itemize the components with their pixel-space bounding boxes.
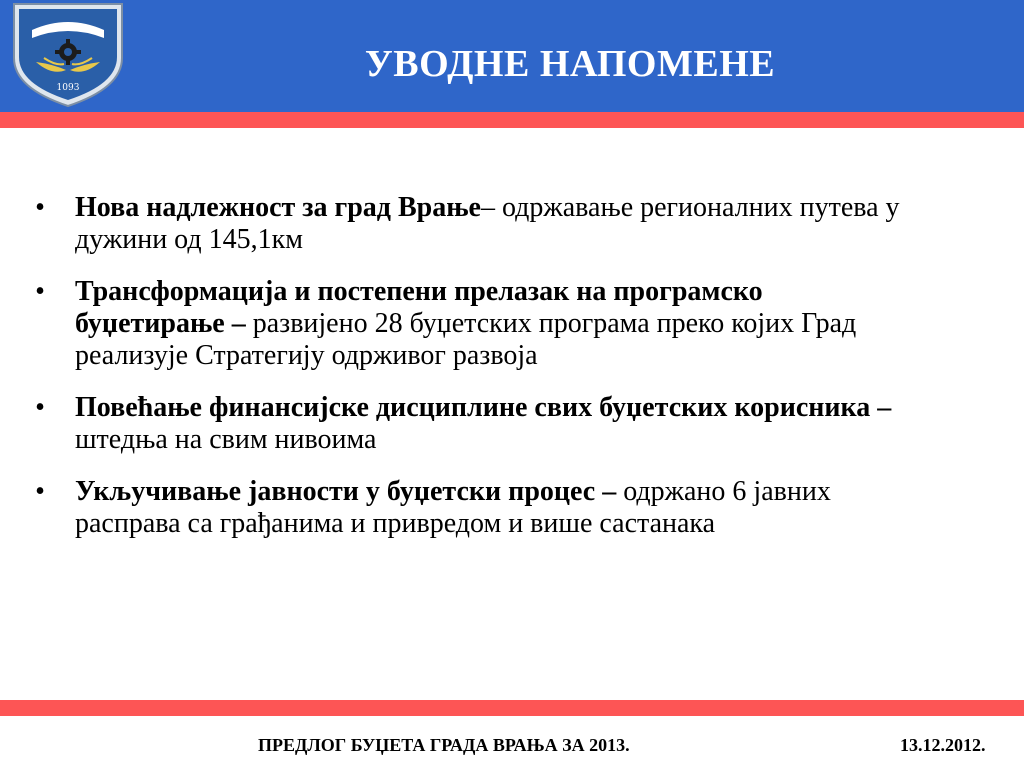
bullet-text: развијено 28 буџетских програма преко којих Град реализује Стратегију одрживог развоја bbox=[75, 308, 857, 371]
city-coat-of-arms-icon bbox=[6, 0, 130, 108]
bullet-text: одржано 6 јавних расправа са грађанима и привредом и више састанака bbox=[75, 476, 831, 539]
bullet-icon: • bbox=[35, 192, 45, 223]
header-stripe bbox=[0, 112, 1024, 128]
bullet-heading: Трансформација и постепени прелазак на програмско буџетирање – bbox=[75, 276, 763, 339]
footer-date: 13.12.2012. bbox=[900, 735, 986, 755]
bullet-heading: Укључивање јавности у буџетски процес – bbox=[75, 476, 617, 507]
list-item bbox=[30, 476, 910, 540]
bullet-text: – одржавање регионалних путева у дужини од 145,1км bbox=[75, 192, 900, 255]
bullet-text: штедња на свим нивоима bbox=[75, 424, 377, 455]
bullet-heading: Повећање финансијске дисциплине свих буџетских корисника – bbox=[75, 392, 892, 423]
list-item bbox=[30, 392, 910, 456]
bullet-icon: • bbox=[35, 392, 45, 423]
footer-title: ПРЕДЛОГ БУЏЕТА ГРАДА ВРАЊА ЗА 2013. bbox=[258, 735, 630, 755]
bullet-icon: • bbox=[35, 276, 45, 307]
list-item bbox=[30, 276, 910, 372]
bullet-heading: Нова надлежност за град Врање bbox=[75, 192, 481, 223]
bullet-list bbox=[30, 192, 910, 560]
list-item bbox=[30, 192, 910, 256]
footer-stripe bbox=[0, 700, 1024, 716]
bullet-icon: • bbox=[35, 476, 45, 507]
slide-title: УВОДНЕ НАПОМЕНЕ bbox=[364, 43, 776, 85]
emblem-year: 1093 bbox=[56, 83, 80, 93]
